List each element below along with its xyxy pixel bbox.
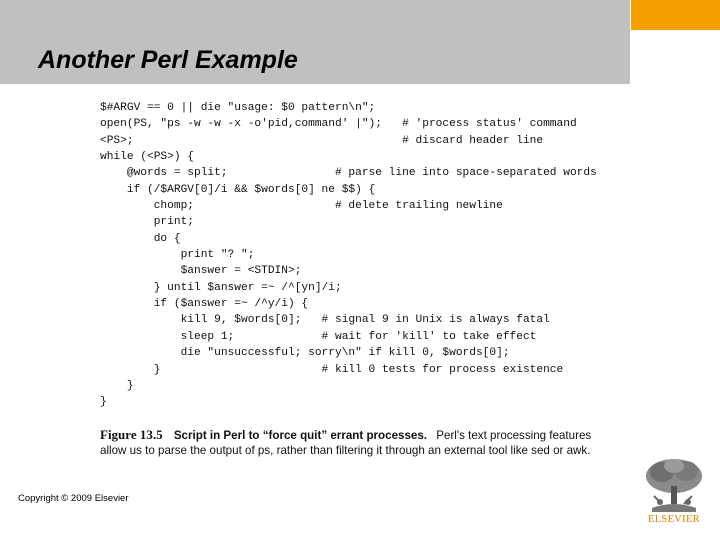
code-line: $#ARGV == 0 || die "usage: $0 pattern\n"; — [100, 102, 376, 114]
code-line: chomp; # delete trailing newline — [100, 200, 503, 213]
code-line: sleep 1; # wait for 'kill' to take effect — [100, 330, 537, 343]
figure-label: Figure 13.5 — [100, 427, 163, 442]
figure-caption — [100, 428, 610, 458]
code-line: die "unsuccessful; sorry\n" if kill 0, $words[0]; — [100, 347, 510, 360]
code-listing — [100, 100, 620, 411]
code-line: } — [100, 396, 107, 409]
figure-body: Perl's text processing features allow us to parse the output of ps, rather than filtering it through an external tool like sed or awk. — [100, 429, 592, 457]
code-line: } until $answer =~ /^[yn]/i; — [100, 281, 342, 294]
logo-text: ELSEVIER — [648, 514, 700, 525]
accent-block — [631, 0, 720, 30]
code-line: print "? "; — [100, 249, 255, 262]
title-bar — [0, 0, 630, 84]
elsevier-logo — [640, 456, 708, 528]
accent-spacer — [631, 30, 720, 84]
code-line: if (/$ARGV[0]/i && $words[0] ne $$) { — [100, 183, 376, 196]
code-line: print; — [100, 216, 194, 229]
code-line: <PS>; # discard header line — [100, 134, 544, 147]
figure-title: Script in Perl to “force quit” errant processes. — [173, 429, 428, 442]
code-line: $answer = <STDIN>; — [100, 265, 302, 278]
code-line: } # kill 0 tests for process existence — [100, 363, 564, 376]
code-line: while (<PS>) { — [100, 151, 194, 164]
slide-title: Another Perl Example — [38, 46, 298, 74]
copyright-notice: Copyright © 2009 Elsevier — [18, 493, 129, 504]
code-line: kill 9, $words[0]; # signal 9 in Unix is always fatal — [100, 314, 550, 327]
tree-icon — [642, 456, 706, 512]
code-line: if ($answer =~ /^y/i) { — [100, 298, 309, 311]
code-line: } — [100, 379, 134, 392]
code-line: @words = split; # parse line into space-separated words — [100, 167, 597, 180]
code-line: do { — [100, 232, 181, 245]
code-line: open(PS, "ps -w -w -x -o'pid,command' |"); # 'process status' command — [100, 118, 577, 131]
